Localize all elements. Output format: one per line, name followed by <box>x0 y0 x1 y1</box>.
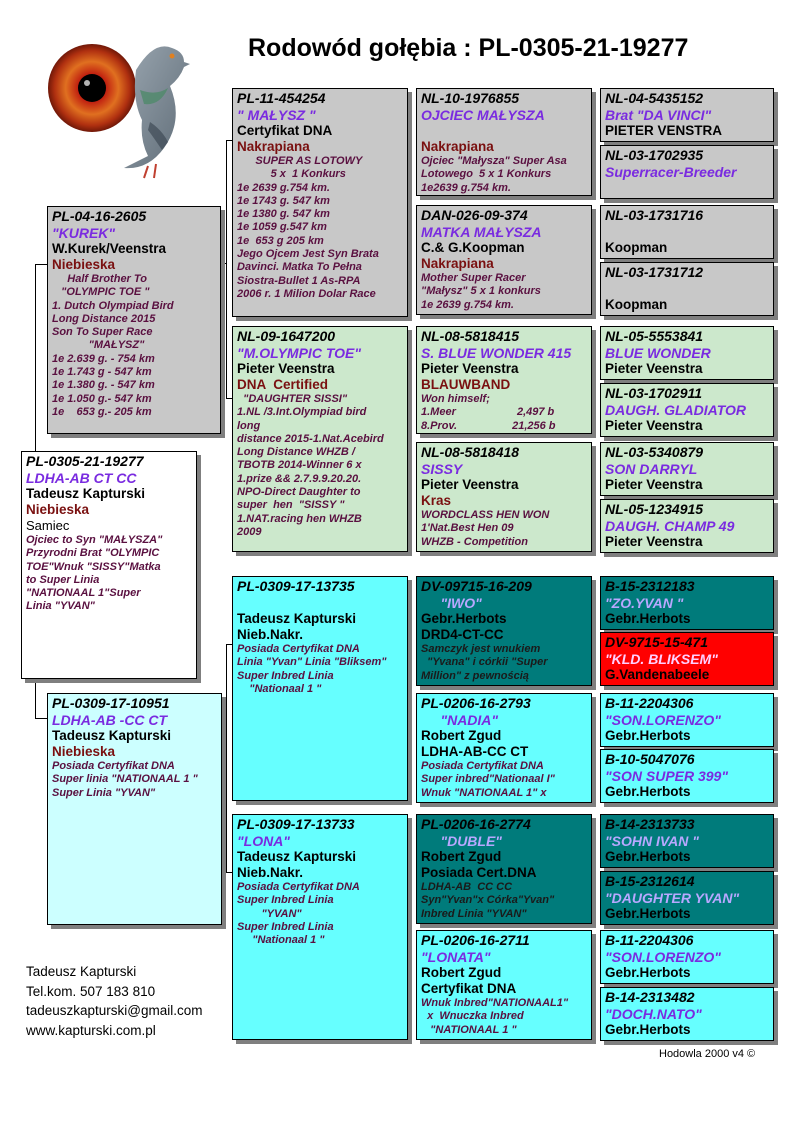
pigeon-name: "KLD. BLIKSEM" <box>605 651 718 667</box>
pedigree-box-fff[interactable] <box>416 88 592 196</box>
ring-number: B-14-2313482 <box>605 989 695 1005</box>
note-line: 1.NAT.racing hen WHZB <box>237 512 362 525</box>
connector <box>226 644 227 872</box>
ring-number: PL-04-16-2605 <box>52 208 147 224</box>
note-line: 1e 1.050 g.- 547 km <box>52 392 152 405</box>
connector <box>35 718 47 719</box>
owner: Certyfikat DNA <box>237 123 333 138</box>
owner: Pieter Veenstra <box>421 361 519 376</box>
color: Niebieska <box>52 257 116 272</box>
note-line: Super Linia "YVAN" <box>52 786 156 799</box>
pigeon-name: " MAŁYSZ " <box>237 107 316 123</box>
owner: Gebr.Herbots <box>605 728 691 743</box>
pedigree-box-g4-13[interactable] <box>600 814 774 868</box>
pigeon-name: SON DARRYL <box>605 461 698 477</box>
note-line: TOE"Wnuk "SISSY"Matka <box>26 560 161 573</box>
note-line: WORDCLASS HEN WON <box>421 509 550 521</box>
note-line: Posiada Certyfikat DNA <box>237 643 360 655</box>
pedigree-box-subject[interactable] <box>21 451 197 679</box>
pigeon-name: "KUREK" <box>52 225 116 241</box>
ring-number: PL-0309-17-13735 <box>237 578 355 594</box>
note-line: LDHA-AB CC CC <box>421 881 513 893</box>
pedigree-box-ff[interactable] <box>232 88 408 317</box>
note-line: 1e 1.380 g. - 547 km <box>52 379 155 392</box>
color: Kras <box>421 493 452 508</box>
connector <box>220 263 227 264</box>
note-line: "OLYMPIC TOE " <box>52 286 150 299</box>
note-line: Son To Super Race <box>52 326 153 339</box>
connector <box>226 140 227 398</box>
pedigree-box-g4-2[interactable] <box>600 145 774 199</box>
note-line: distance 2015-1.Nat.Acebird <box>237 432 384 445</box>
color: DNA Certified <box>237 377 329 392</box>
pedigree-box-mfm[interactable] <box>416 693 592 803</box>
connector <box>35 264 47 265</box>
contact-email[interactable]: tadeuszkapturski@gmail.com <box>26 1003 203 1018</box>
ring-number: B-10-5047076 <box>605 751 695 767</box>
pigeon-name: "IWO" <box>421 595 482 611</box>
pigeon-name: "SON.LORENZO" <box>605 949 721 965</box>
owner: Koopman <box>605 297 668 312</box>
note-line: Wnuk Inbred"NATIONAAL1" <box>421 997 569 1009</box>
contact-info <box>26 962 203 1040</box>
pigeon-name <box>237 595 403 611</box>
note-line: 1e 2639 g.754 km. <box>421 298 514 311</box>
note-line: 1e 2.639 g. - 754 km <box>52 352 155 365</box>
note-line: 1.NL /3.Int.Olympiad bird <box>237 406 367 419</box>
pedigree-box-g4-16[interactable] <box>600 987 774 1041</box>
note-line: Long Distance 2015 <box>52 312 156 325</box>
owner: G.Vandenabeele <box>605 667 710 682</box>
pedigree-box-mmm[interactable] <box>416 930 592 1040</box>
owner: Tadeusz Kapturski <box>237 611 357 626</box>
owner: Pieter Veenstra <box>605 534 703 549</box>
pigeon-name: "LONATA" <box>421 949 491 965</box>
note-line: 1'Nat.Best Hen 09 <box>421 522 514 535</box>
note-line: Ojciec "Małysza" Super Asa <box>421 155 567 167</box>
note-line: Linia "YVAN" <box>26 600 95 613</box>
ring-number: NL-08-5818418 <box>421 444 520 460</box>
owner: Koopman <box>605 240 668 255</box>
note-line: 1e 2639 g.754 km. <box>237 181 330 194</box>
owner: Tadeusz Kapturski <box>26 486 146 501</box>
ring-number: PL-0206-16-2774 <box>421 816 531 832</box>
owner: C.& G.Koopman <box>421 240 525 255</box>
ring-number: PL-0305-21-19277 <box>26 453 144 469</box>
pigeon-name: "DOCH.NATO" <box>605 1006 702 1022</box>
pigeon-name: "DAUGHTER YVAN" <box>605 890 740 906</box>
pigeon-name: DAUGH. GLADIATOR <box>605 402 747 418</box>
note-line: 8.Prov. 21,256 b <box>421 419 556 432</box>
pedigree-box-g4-14[interactable] <box>600 871 774 925</box>
color: Certyfikat DNA <box>421 981 517 996</box>
color: Nakrapiana <box>421 256 494 271</box>
note-line: 1e 653 g.- 205 km <box>52 405 152 418</box>
ring-number: NL-03-1731716 <box>605 207 704 223</box>
note-line: Long Distance WHZB / <box>237 446 355 459</box>
pedigree-box-g4-11[interactable] <box>600 693 774 747</box>
ring-number: NL-04-5435152 <box>605 90 704 106</box>
owner: Gebr.Herbots <box>605 611 691 626</box>
note-line: "Yvana" i córkii "Super <box>421 656 548 669</box>
color: BLAUWBAND <box>421 377 511 392</box>
pedigree-box-g4-9[interactable] <box>600 576 774 630</box>
pigeon-icon <box>124 46 190 168</box>
pigeon-name <box>605 224 769 240</box>
note-line: Half Brother To <box>52 273 147 285</box>
pigeon-name: LDHA-AB CT CC <box>26 470 137 486</box>
pedigree-box-ffm[interactable] <box>416 205 592 315</box>
ring-number: PL-0206-16-2793 <box>421 695 531 711</box>
ring-number: DV-09715-16-209 <box>421 578 532 594</box>
note-line: super hen "SISSY " <box>237 499 345 512</box>
owner: Gebr.Herbots <box>421 611 507 626</box>
pigeon-name: DAUGH. CHAMP 49 <box>605 518 735 534</box>
color: Niebieska <box>52 744 116 759</box>
ring-number: NL-03-1702911 <box>605 385 703 401</box>
owner: Pieter Veenstra <box>605 477 703 492</box>
pedigree-box-g4-10[interactable] <box>600 632 774 686</box>
color: Nieb.Nakr. <box>237 865 304 880</box>
connector <box>222 760 227 761</box>
owner: PIETER VENSTRA <box>605 123 723 138</box>
note-line: Posiada Certyfikat DNA <box>52 760 175 772</box>
note-line: Posiada Certyfikat DNA <box>237 881 360 893</box>
note-line: long <box>237 419 261 432</box>
note-line: Posiada Certyfikat DNA <box>421 760 544 772</box>
note-line: Lotowego 5 x 1 Konkurs <box>421 168 552 181</box>
pigeon-name: "DUBLE" <box>421 833 502 849</box>
note-line: 2006 r. 1 Milion Dolar Race <box>237 287 376 300</box>
note-line: Syn"Yvan"x Córka"Yvan" <box>421 894 555 907</box>
ring-number: DAN-026-09-374 <box>421 207 528 223</box>
note-line: 1e 1.743 g - 547 km <box>52 366 152 379</box>
ring-number: NL-03-1731712 <box>605 264 704 280</box>
note-line: Super linia "NATIONAAL 1 " <box>52 773 198 786</box>
pigeon-name: BLUE WONDER <box>605 345 711 361</box>
note-line: NPO-Direct Daughter to <box>237 486 361 499</box>
owner: Robert Zgud <box>421 728 502 743</box>
note-line: Linia "Yvan" Linia "Bliksem" <box>237 656 387 669</box>
pigeon-eye-logo <box>44 30 194 180</box>
pigeon-name <box>605 281 769 297</box>
ring-number: PL-0309-17-13733 <box>237 816 355 832</box>
pigeon-name: OJCIEC MAŁYSZA <box>421 107 545 123</box>
note-line: Przyrodni Brat "OLYMPIC <box>26 547 160 560</box>
pedigree-box-g4-8[interactable] <box>600 499 774 553</box>
note-line: Siostra-Bullet 1 As-RPA <box>237 274 361 287</box>
pigeon-name: "M.OLYMPIC TOE" <box>237 345 361 361</box>
ring-number: B-11-2204306 <box>605 932 694 948</box>
ring-number: PL-0206-16-2711 <box>421 932 530 948</box>
owner: Pieter Veenstra <box>237 361 335 376</box>
note-line: 1.prize && 2.7.9.9.20.20. <box>237 472 362 485</box>
owner: Gebr.Herbots <box>605 1022 691 1037</box>
ring-number: PL-11-454254 <box>237 90 326 106</box>
note-line: TBOTB 2014-Winner 6 x <box>237 459 362 472</box>
pigeon-name: "SON.LORENZO" <box>605 712 721 728</box>
ring-number: PL-0309-17-10951 <box>52 695 170 711</box>
note-line: x Wnuczka Inbred <box>421 1010 524 1023</box>
ring-number: B-15-2312183 <box>605 578 695 594</box>
pedigree-box-mother[interactable] <box>47 693 222 925</box>
ring-number: NL-05-1234915 <box>605 501 704 517</box>
contact-name: Tadeusz Kapturski <box>26 964 137 979</box>
note-line: "NATIONAAL 1 " <box>421 1023 517 1036</box>
owner <box>421 123 587 139</box>
note-line: Won himself; <box>421 393 490 405</box>
note-line: WHZB - Competition <box>421 535 528 548</box>
note-line: 1e2639 g.754 km. <box>421 181 511 194</box>
note-line: 1e 1380 g. 547 km <box>237 208 330 221</box>
note-line: Mother Super Racer <box>421 272 526 284</box>
pigeon-name: Brat "DA VINCI" <box>605 107 712 123</box>
pedigree-box-mm[interactable] <box>232 814 408 1040</box>
ring-number: B-15-2312614 <box>605 873 695 889</box>
pedigree-box-mff[interactable] <box>416 576 592 686</box>
owner: Gebr.Herbots <box>605 965 691 980</box>
ring-number: B-14-2313733 <box>605 816 695 832</box>
pedigree-box-father[interactable] <box>47 206 221 434</box>
note-line: Super Inbred Linia <box>237 920 334 933</box>
footer-credit: Hodowla 2000 v4 © <box>659 1048 756 1060</box>
color: LDHA-AB-CC CT <box>421 744 529 759</box>
owner: W.Kurek/Veenstra <box>52 241 167 256</box>
pigeon-name: LDHA-AB -CC CT <box>52 712 168 728</box>
pigeon-name: SISSY <box>421 461 463 477</box>
pigeon-name: "ZO.YVAN " <box>605 595 684 611</box>
note-line: Ojciec to Syn "MAŁYSZA" <box>26 534 163 546</box>
note-line: "Nationaal 1 " <box>237 934 325 947</box>
connector <box>35 264 36 456</box>
note-line: 1e 1059 g.547 km <box>237 221 327 234</box>
ring-number: NL-10-1976855 <box>421 90 520 106</box>
pedigree-box-g4-5[interactable] <box>600 326 774 380</box>
note-line: Jego Ojcem Jest Syn Brata <box>237 248 379 261</box>
note-line: Samczyk jest wnukiem <box>421 643 541 655</box>
pedigree-box-fmm[interactable] <box>416 442 592 552</box>
pigeon-name: "SON SUPER 399" <box>605 768 728 784</box>
note-line: 1. Dutch Olympiad Bird <box>52 299 174 312</box>
note-line: Wnuk "NATIONAAL 1" x <box>421 786 547 799</box>
ring-number: NL-03-1702935 <box>605 147 704 163</box>
pigeon-name: "NADIA" <box>421 712 499 728</box>
color: Niebieska <box>26 502 90 517</box>
owner: Robert Zgud <box>421 965 502 980</box>
owner: Gebr.Herbots <box>605 849 691 864</box>
contact-phone: Tel.kom. 507 183 810 <box>26 983 156 999</box>
note-line: "NATIONAAL 1"Super <box>26 587 141 600</box>
note-line: "DAUGHTER SISSI" <box>237 393 348 405</box>
owner: Pieter Veenstra <box>421 477 519 492</box>
pedigree-box-g4-6[interactable] <box>600 383 774 437</box>
owner: Pieter Veenstra <box>605 418 703 433</box>
pigeon-name: "SOHN IVAN " <box>605 833 699 849</box>
note-line: SUPER AS LOTOWY <box>237 155 363 167</box>
pigeon-name: MATKA MAŁYSZA <box>421 224 542 240</box>
contact-website[interactable]: www.kapturski.com.pl <box>26 1022 156 1038</box>
note-line: "MAŁYSZ" <box>52 339 145 352</box>
color: Nieb.Nakr. <box>237 627 304 642</box>
ring-number: B-11-2204306 <box>605 695 694 711</box>
note-line: 1e 1743 g. 547 km <box>237 194 330 207</box>
sex: Samiec <box>26 518 70 533</box>
pedigree-box-mf[interactable] <box>232 576 408 801</box>
pedigree-box-g4-1[interactable] <box>600 88 774 142</box>
note-line: "YVAN" <box>237 907 302 920</box>
color: Nakrapiana <box>421 139 494 154</box>
note-line: Million" z pewnością <box>421 669 529 682</box>
pigeon-name: S. BLUE WONDER 415 <box>421 345 572 361</box>
pedigree-box-fmf[interactable] <box>416 326 592 434</box>
owner: Tadeusz Kapturski <box>237 849 357 864</box>
note-line: "Nationaal 1 " <box>237 682 322 695</box>
owner: Tadeusz Kapturski <box>52 728 172 743</box>
color: Posiada Cert.DNA <box>421 865 537 880</box>
ring-number: NL-08-5818415 <box>421 328 520 344</box>
pedigree-box-g4-12[interactable] <box>600 749 774 803</box>
note-line: Super Inbred Linia <box>237 669 334 682</box>
connector <box>35 678 36 718</box>
pigeon-name: Superracer-Breeder <box>605 164 737 180</box>
color: Nakrapiana <box>237 139 310 154</box>
note-line: Super Inbred Linia <box>237 894 334 907</box>
pedigree-box-g4-3[interactable] <box>600 205 774 259</box>
ring-number: DV-9715-15-471 <box>605 634 708 650</box>
pedigree-box-g4-7[interactable] <box>600 442 774 496</box>
note-line: Davinci. Matka To Pełna <box>237 261 362 274</box>
ring-number: NL-09-1647200 <box>237 328 336 344</box>
pigeon-name: "LONA" <box>237 833 290 849</box>
pedigree-box-g4-15[interactable] <box>600 930 774 984</box>
note-line: 2009 <box>237 525 262 538</box>
owner: Pieter Veenstra <box>605 361 703 376</box>
pedigree-box-mmf[interactable] <box>416 814 592 924</box>
note-line: 1e 653 g 205 km <box>237 234 324 247</box>
pedigree-box-g4-4[interactable] <box>600 262 774 316</box>
pedigree-box-fm[interactable] <box>232 326 408 552</box>
color: DRD4-CT-CC <box>421 627 504 642</box>
owner: Gebr.Herbots <box>605 784 691 799</box>
owner: Gebr.Herbots <box>605 906 691 921</box>
note-line: "Małysz" 5 x 1 konkurs <box>421 285 541 298</box>
page-title: Rodowód gołębia : PL-0305-21-19277 <box>248 34 689 62</box>
ring-number: NL-05-5553841 <box>605 328 704 344</box>
owner: Robert Zgud <box>421 849 502 864</box>
note-line: 5 x 1 Konkurs <box>237 168 346 181</box>
ring-number: NL-03-5340879 <box>605 444 704 460</box>
note-line: 1.Meer 2,497 b <box>421 406 555 419</box>
note-line: Super inbred"Nationaal I" <box>421 773 555 786</box>
note-line: to Super Linia <box>26 573 100 586</box>
note-line: Inbred Linia "YVAN" <box>421 907 527 920</box>
